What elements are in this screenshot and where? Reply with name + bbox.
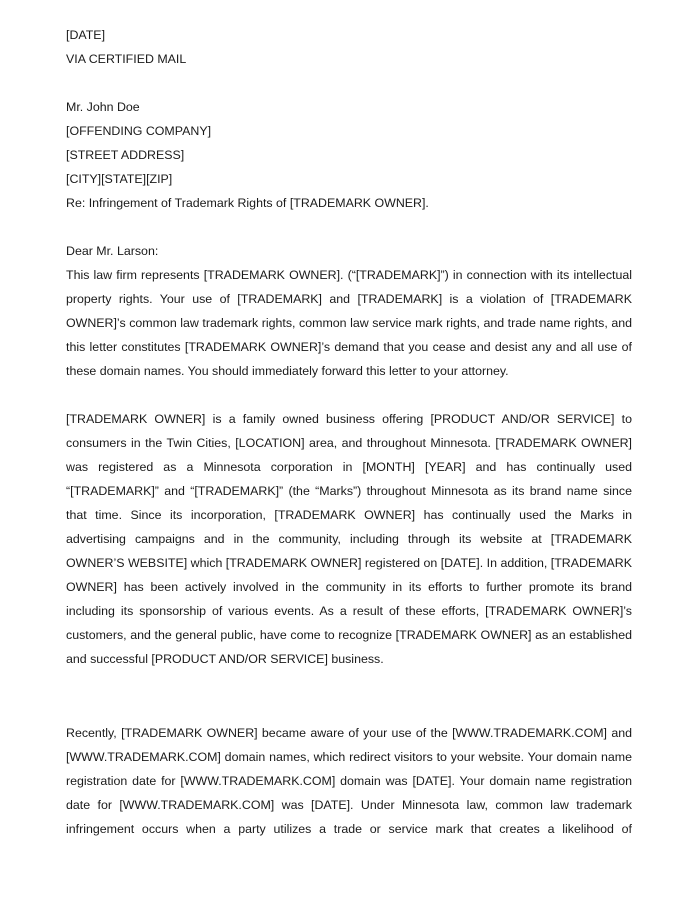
- recipient-street: [STREET ADDRESS]: [66, 148, 185, 162]
- recipient-city-state-zip: [CITY][STATE][ZIP]: [66, 172, 173, 186]
- date-line: [DATE]: [66, 28, 106, 42]
- body-paragraph-2: [TRADEMARK OWNER] is a family owned business offering [PRODUCT AND/OR SERVICE] to consumers in the Twin Cities, [LOCATION] area, and throughout Minnesota. [TRADEMARK OWNER] was registered as a Minnesota corporation in [MONTH] [YEAR] and has continually used “[TRADEMARK]” and “[TRADEMARK]” (the “Marks”) throughout Minnesota as its brand name since that time. Since its incorporation, [TRADEMARK OWNER] has continually used the Marks in advertising campaigns and in the community, including through its website at [TRADEMARK OWNER’S WEBSITE] which [TRADEMARK OWNER] registered on [DATE]. In addition, [TRADEMARK OWNER] has been actively involved in the community in its efforts to further promote its brand including its sponsorship of various events. As a result of these efforts, [TRADEMARK OWNER]’s customers, and the general public, have come to recognize [TRADEMARK OWNER] as an established and successful [PRODUCT AND/OR SERVICE] business.: [66, 412, 632, 666]
- subject-line: Re: Infringement of Trademark Rights of [TRADEMARK OWNER].: [66, 196, 429, 210]
- recipient-name: Mr. John Doe: [66, 100, 140, 114]
- body-paragraph-1: This law firm represents [TRADEMARK OWNER]. (“[TRADEMARK]”) in connection with its intellectual property rights. Your use of [TRADEMARK] and [TRADEMARK] is a violation of [TRADEMARK OWNER]’s common law trademark rights, common law service mark rights, and trade name rights, and this letter constitutes [TRADEMARK OWNER]’s demand that you cease and desist any and all use of these domain names. You should immediately forward this letter to your attorney.: [66, 268, 632, 378]
- salutation: Dear Mr. Larson:: [66, 244, 159, 258]
- delivery-method: VIA CERTIFIED MAIL: [66, 52, 187, 66]
- recipient-company: [OFFENDING COMPANY]: [66, 124, 212, 138]
- body-paragraph-3: Recently, [TRADEMARK OWNER] became aware of your use of the [WWW.TRADEMARK.COM] and [WWW.TRADEMARK.COM] domain names, which redirect visitors to your website. Your domain name registration date for [WWW.TRADEMARK.COM] domain was [DATE]. Your domain name registration date for [WWW.TRADEMARK.COM] was [DATE]. Under Minnesota law, common law trademark infringement occurs when a party utilizes a trade or service mark that creates a likelihood of: [66, 726, 632, 836]
